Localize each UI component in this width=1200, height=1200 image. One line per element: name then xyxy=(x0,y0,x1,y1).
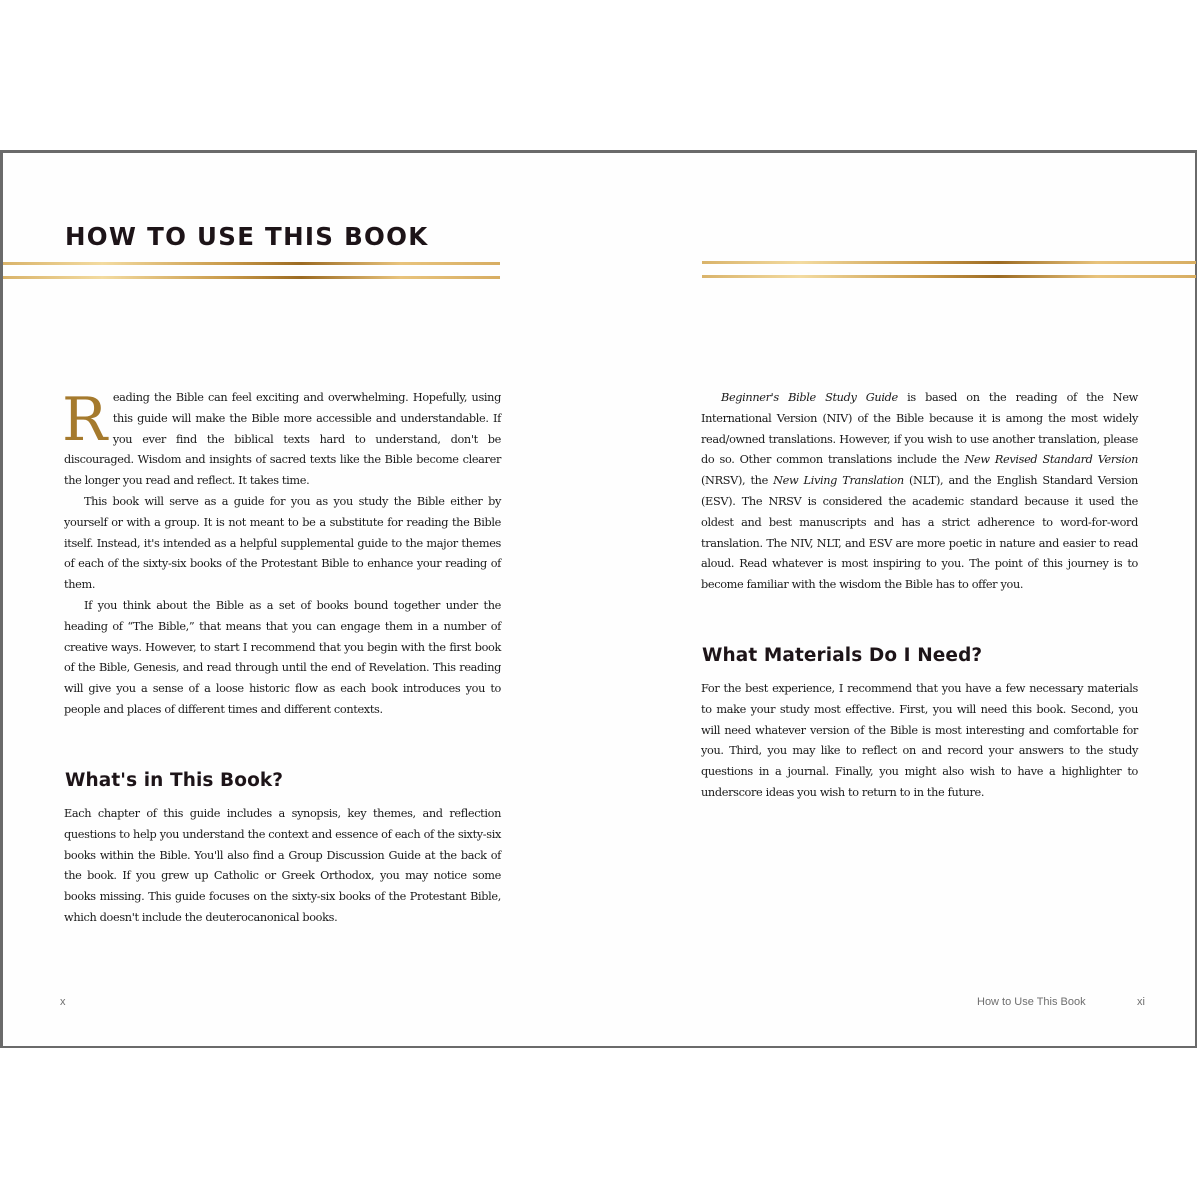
nrsv-italic: New Revised Standard Version xyxy=(964,453,1138,467)
right-intro-text-b: (NRSV), the xyxy=(701,474,774,488)
what-materials-text xyxy=(701,679,1138,804)
left-intro-text xyxy=(62,385,501,721)
right-intro-text xyxy=(701,388,1138,596)
section-heading-whats-in-this-book: What's in This Book? xyxy=(65,770,284,791)
intro-paragraph-1-text: eading the Bible can feel exciting and overwhelming. Hopefully, using this guide will make the Bible more accessible and understandable. If you ever find the biblical texts hard to understand, don't be discouraged. Wisdom and insights of sacred texts like the Bible become clearer the longer you read and reflect. It takes time. xyxy=(64,391,501,488)
nlt-italic: New Living Translation xyxy=(773,474,904,488)
gold-rule-left-top xyxy=(3,262,500,265)
what-materials-paragraph: For the best experience, I recommend that you have a few necessary materials to make your study most effective. First, you will need this book. Second, you will need whatever version of the Bible is most interesting and comfortable for you. Third, you may like to reflect on and record your answers to the study questions in a journal. Finally, you might also wish to have a highlighter to underscore ideas you wish to return to in the future. xyxy=(701,682,1138,799)
gold-rule-left-bottom xyxy=(3,276,500,279)
gold-rule-right-bottom xyxy=(702,275,1196,278)
right-intro-paragraph xyxy=(701,388,1138,596)
right-intro-text-a: is based on the reading of the New International Version (NIV) of the Bible because it is among the most widely read/owned translations. However, if you wish to use another translation, please do so. Other common translations include the xyxy=(701,391,1139,467)
whats-in-this-book-text xyxy=(64,804,501,929)
running-footer: How to Use This Book xyxy=(977,996,1086,1008)
intro-paragraph-3: If you think about the Bible as a set of books bound together under the heading of “The Bible,” that means that you can engage them in a number of creative ways. However, to start I recommend that you begin with the first book of the Bible, Genesis, and read through until the end of Revelation. This reading will give you a sense of a loose historic flow as each book introduces you to people and places of different times and different contexts. xyxy=(64,598,501,716)
section-heading-what-materials: What Materials Do I Need? xyxy=(702,645,983,666)
gold-rule-right-top xyxy=(702,261,1196,264)
intro-paragraph-1 xyxy=(62,385,501,492)
page-number-left: x xyxy=(60,996,66,1008)
intro-paragraph-2: This book will serve as a guide for you as you study the Bible either by yourself or with a group. It is not meant to be a substitute for reading the Bible itself. Instead, it's intended as a helpful supplemental guide to the major themes of each of the sixty-six books of the Protestant Bible to enhance your reading of them. xyxy=(64,494,501,592)
drop-cap: R xyxy=(62,385,107,455)
page-number-right: xi xyxy=(1137,996,1145,1008)
right-intro-text-c: (NLT), and the English Standard Version (ESV). The NRSV is considered the academic standard because it used the oldest and best manuscripts and has a strict adherence to word-for-word translation. The NIV, NLT, and ESV are more poetic in nature and easier to read aloud. Read whatever is most inspiring to you. The point of this journey is to become familiar with the wisdom the Bible has to offer you. xyxy=(701,474,1138,592)
whats-in-this-book-paragraph: Each chapter of this guide includes a synopsis, key themes, and reflection questions to help you understand the context and essence of each of the sixty-six books within the Bible. You'll also find a Group Discussion Guide at the back of the book. If you grew up Catholic or Greek Orthodox, you may notice some books missing. This guide focuses on the sixty-six books of the Protestant Bible, which doesn't include the deuterocanonical books. xyxy=(64,807,501,924)
book-title-italic: Beginner's Bible Study Guide xyxy=(721,391,898,404)
chapter-title: HOW TO USE THIS BOOK xyxy=(65,222,429,251)
